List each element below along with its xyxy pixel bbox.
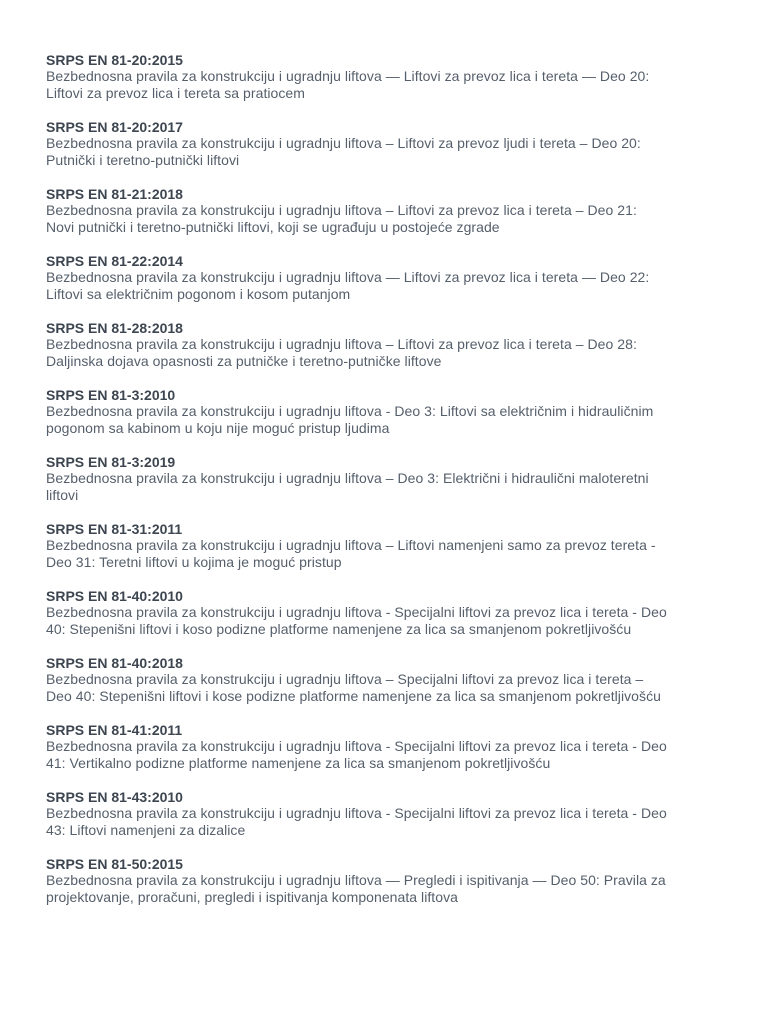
standard-title-line: Bezbednosna pravila za konstrukciju i ugradnju liftova - Specijalni liftovi za prevoz lica i tereta - Deo [46, 604, 667, 620]
standard-code: SRPS EN 81-3:2010 [46, 387, 176, 403]
standard-title [46, 738, 738, 772]
standard-title-line: 41: Vertikalno podizne platforme namenjene za lica sa smanjenom pokretljivošću [46, 755, 551, 771]
standard-code: SRPS EN 81-40:2018 [46, 655, 183, 671]
standard-entry [46, 521, 738, 571]
standard-code: SRPS EN 81-22:2014 [46, 253, 183, 269]
standards-list [46, 52, 738, 906]
standard-title [46, 671, 738, 705]
standard-title [46, 336, 738, 370]
standard-title-line: liftovi [46, 487, 79, 503]
standard-entry [46, 588, 738, 638]
standard-title [46, 269, 738, 303]
standard-title [46, 805, 738, 839]
standard-title-line: Bezbednosna pravila za konstrukciju i ugradnju liftova – Liftovi namenjeni samo za prevoz tereta - [46, 537, 656, 553]
standard-title-line: 43: Liftovi namenjeni za dizalice [46, 822, 246, 838]
standard-entry [46, 52, 738, 102]
standard-code: SRPS EN 81-28:2018 [46, 320, 183, 336]
standard-title-line: Liftovi za prevoz lica i tereta sa pratiocem [46, 85, 305, 101]
standard-entry [46, 387, 738, 437]
standard-title-line: Bezbednosna pravila za konstrukciju i ugradnju liftova — Liftovi za prevoz lica i tereta — Deo 22: [46, 269, 650, 285]
standard-entry [46, 320, 738, 370]
standard-code: SRPS EN 81-21:2018 [46, 186, 183, 202]
standard-title-line: Bezbednosna pravila za konstrukciju i ugradnju liftova - Specijalni liftovi za prevoz lica i tereta - Deo [46, 738, 667, 754]
standard-code: SRPS EN 81-40:2010 [46, 588, 183, 604]
standard-title [46, 135, 738, 169]
standard-title-line: pogonom sa kabinom u koju nije moguć pristup ljudima [46, 420, 390, 436]
standard-code: SRPS EN 81-3:2019 [46, 454, 176, 470]
standard-title-line: Bezbednosna pravila za konstrukciju i ugradnju liftova — Liftovi za prevoz lica i tereta — Deo 20: [46, 68, 650, 84]
standard-entry [46, 856, 738, 906]
standard-title-line: projektovanje, proračuni, pregledi i ispitivanja komponenata liftova [46, 889, 458, 905]
standard-title [46, 403, 738, 437]
standard-title-line: Liftovi sa električnim pogonom i kosom putanjom [46, 286, 351, 302]
standard-title [46, 872, 738, 906]
standard-title [46, 604, 738, 638]
standard-code: SRPS EN 81-50:2015 [46, 856, 183, 872]
standard-title-line: Bezbednosna pravila za konstrukciju i ugradnju liftova – Liftovi za prevoz ljudi i tereta – Deo 20: [46, 135, 641, 151]
standard-code: SRPS EN 81-20:2017 [46, 119, 183, 135]
standard-title [46, 470, 738, 504]
standard-entry [46, 655, 738, 705]
standard-title-line: Daljinska dojava opasnosti za putničke i teretno-putničke liftove [46, 353, 442, 369]
standard-title-line: Bezbednosna pravila za konstrukciju i ugradnju liftova – Liftovi za prevoz lica i tereta – Deo 28: [46, 336, 637, 352]
standard-entry [46, 119, 738, 169]
standard-entry [46, 253, 738, 303]
standard-title-line: Deo 31: Teretni liftovi u kojima je moguć pristup [46, 554, 342, 570]
standard-title [46, 202, 738, 236]
standard-title-line: Bezbednosna pravila za konstrukciju i ugradnju liftova – Specijalni liftovi za prevoz lica i tereta – [46, 671, 644, 687]
standard-title-line: Deo 40: Stepenišni liftovi i kose podizne platforme namenjene za lica sa smanjenom pokretljivošću [46, 688, 661, 704]
standard-entry [46, 454, 738, 504]
standard-code: SRPS EN 81-43:2010 [46, 789, 183, 805]
standard-code: SRPS EN 81-41:2011 [46, 722, 183, 738]
standard-entry [46, 722, 738, 772]
standard-title-line: Bezbednosna pravila za konstrukciju i ugradnju liftova — Pregledi i ispitivanja — Deo 50: Pravila za [46, 872, 666, 888]
standard-title-line: 40: Stepenišni liftovi i koso podizne platforme namenjene za lica sa smanjenom pokretljivošću [46, 621, 632, 637]
standard-entry [46, 186, 738, 236]
standard-title-line: Bezbednosna pravila za konstrukciju i ugradnju liftova – Liftovi za prevoz lica i tereta – Deo 21: [46, 202, 637, 218]
standard-title-line: Putnički i teretno-putnički liftovi [46, 152, 240, 168]
standard-title-line: Bezbednosna pravila za konstrukciju i ugradnju liftova - Deo 3: Liftovi sa električnim i hidrauličnim [46, 403, 654, 419]
standard-code: SRPS EN 81-31:2011 [46, 521, 183, 537]
standard-entry [46, 789, 738, 839]
standard-title-line: Bezbednosna pravila za konstrukciju i ugradnju liftova - Specijalni liftovi za prevoz lica i tereta - Deo [46, 805, 667, 821]
standard-title-line: Novi putnički i teretno-putnički liftovi, koji se ugrađuju u postojeće zgrade [46, 219, 500, 235]
standard-title [46, 68, 738, 102]
standard-title-line: Bezbednosna pravila za konstrukciju i ugradnju liftova – Deo 3: Električni i hidraulični maloteretni [46, 470, 649, 486]
standard-code: SRPS EN 81-20:2015 [46, 52, 183, 68]
standard-title [46, 537, 738, 571]
